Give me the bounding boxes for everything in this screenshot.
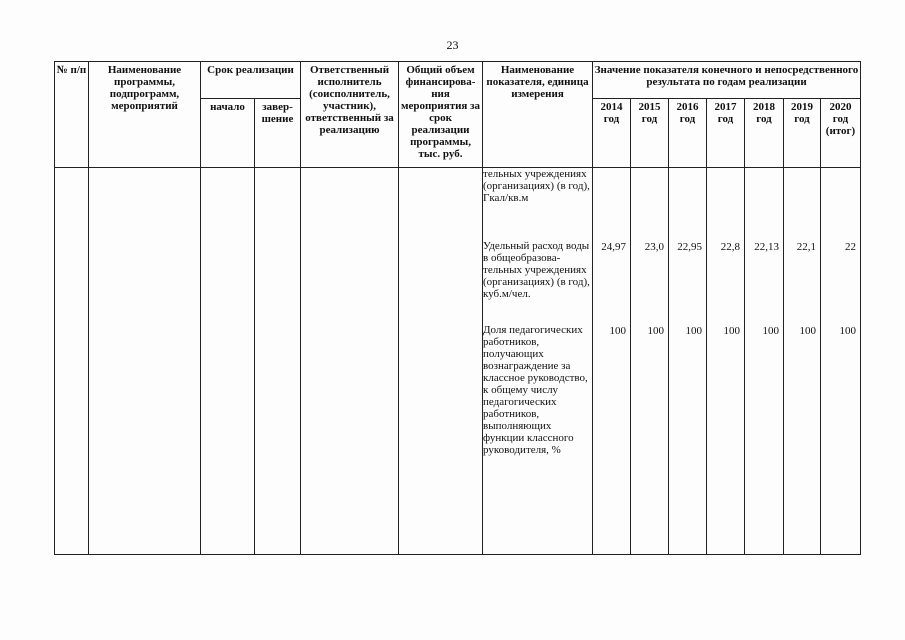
table-row xyxy=(55,168,861,555)
header-num: № п/п xyxy=(55,62,89,168)
header-term-end: завер-шение xyxy=(255,99,301,168)
header-year-2018: 2018 год xyxy=(745,99,784,168)
cell-values-2018 xyxy=(745,168,784,555)
indicator-value: 100 xyxy=(723,324,741,337)
header-values-group: Значение показателя конечного и непосредственного результата по годам реализации xyxy=(593,62,861,99)
header-year-2019: 2019 год xyxy=(784,99,821,168)
indicator-value: 23,0 xyxy=(644,240,665,253)
indicator-text: Удельный расход воды в общеобразова-тельных учреждениях (организациях) (в год), куб.м/чел. xyxy=(483,240,590,300)
cell-name xyxy=(89,168,201,555)
cell-indicators xyxy=(483,168,593,555)
indicator-value: 24,97 xyxy=(601,240,627,253)
cell-values-2015 xyxy=(631,168,669,555)
header-term-start: начало xyxy=(201,99,255,168)
program-table xyxy=(54,61,861,555)
cell-term-start xyxy=(201,168,255,555)
header-name: Наименование программы, подпрограмм, мероприятий xyxy=(89,62,201,168)
header-funding: Общий объем финансирова-ния мероприятия за срок реализации программы, тыс. руб. xyxy=(399,62,483,168)
indicator-value: 100 xyxy=(685,324,703,337)
header-year-2014: 2014 год xyxy=(593,99,631,168)
cell-values-2020 xyxy=(821,168,861,555)
page-number: 23 xyxy=(446,38,459,52)
cell-values-2017 xyxy=(707,168,745,555)
header-year-2020: 2020 год (итог) xyxy=(821,99,861,168)
header-year-2016: 2016 год xyxy=(669,99,707,168)
header-year-2015: 2015 год xyxy=(631,99,669,168)
indicator-value: 22,8 xyxy=(720,240,741,253)
indicator-value: 22,1 xyxy=(796,240,817,253)
header-responsible: Ответственный исполнитель (соисполнитель, участник), ответственный за реализацию xyxy=(301,62,399,168)
header-year-2017: 2017 год xyxy=(707,99,745,168)
cell-funding xyxy=(399,168,483,555)
indicator-value: 100 xyxy=(609,324,627,337)
indicator-value: 100 xyxy=(762,324,780,337)
indicator-value: 22,95 xyxy=(677,240,703,253)
cell-responsible xyxy=(301,168,399,555)
cell-num xyxy=(55,168,89,555)
header-indicator: Наименование показателя, единица измерения xyxy=(483,62,593,168)
cell-values-2014 xyxy=(593,168,631,555)
cell-term-end xyxy=(255,168,301,555)
indicator-value: 22,13 xyxy=(754,240,780,253)
indicator-value: 100 xyxy=(647,324,665,337)
indicator-text: тельных учреждениях (организациях) (в год), Гкал/кв.м xyxy=(483,168,590,204)
header-term: Срок реализации xyxy=(201,62,301,99)
indicator-text: Доля педагогических работников, получающих вознаграждение за классное руководство, к общему числу педагогических работников, выполняющих функции классного руководителя, % xyxy=(483,324,588,456)
indicator-value: 100 xyxy=(839,324,857,337)
cell-values-2019 xyxy=(784,168,821,555)
cell-values-2016 xyxy=(669,168,707,555)
indicator-value: 100 xyxy=(799,324,817,337)
indicator-value: 22 xyxy=(845,240,857,253)
